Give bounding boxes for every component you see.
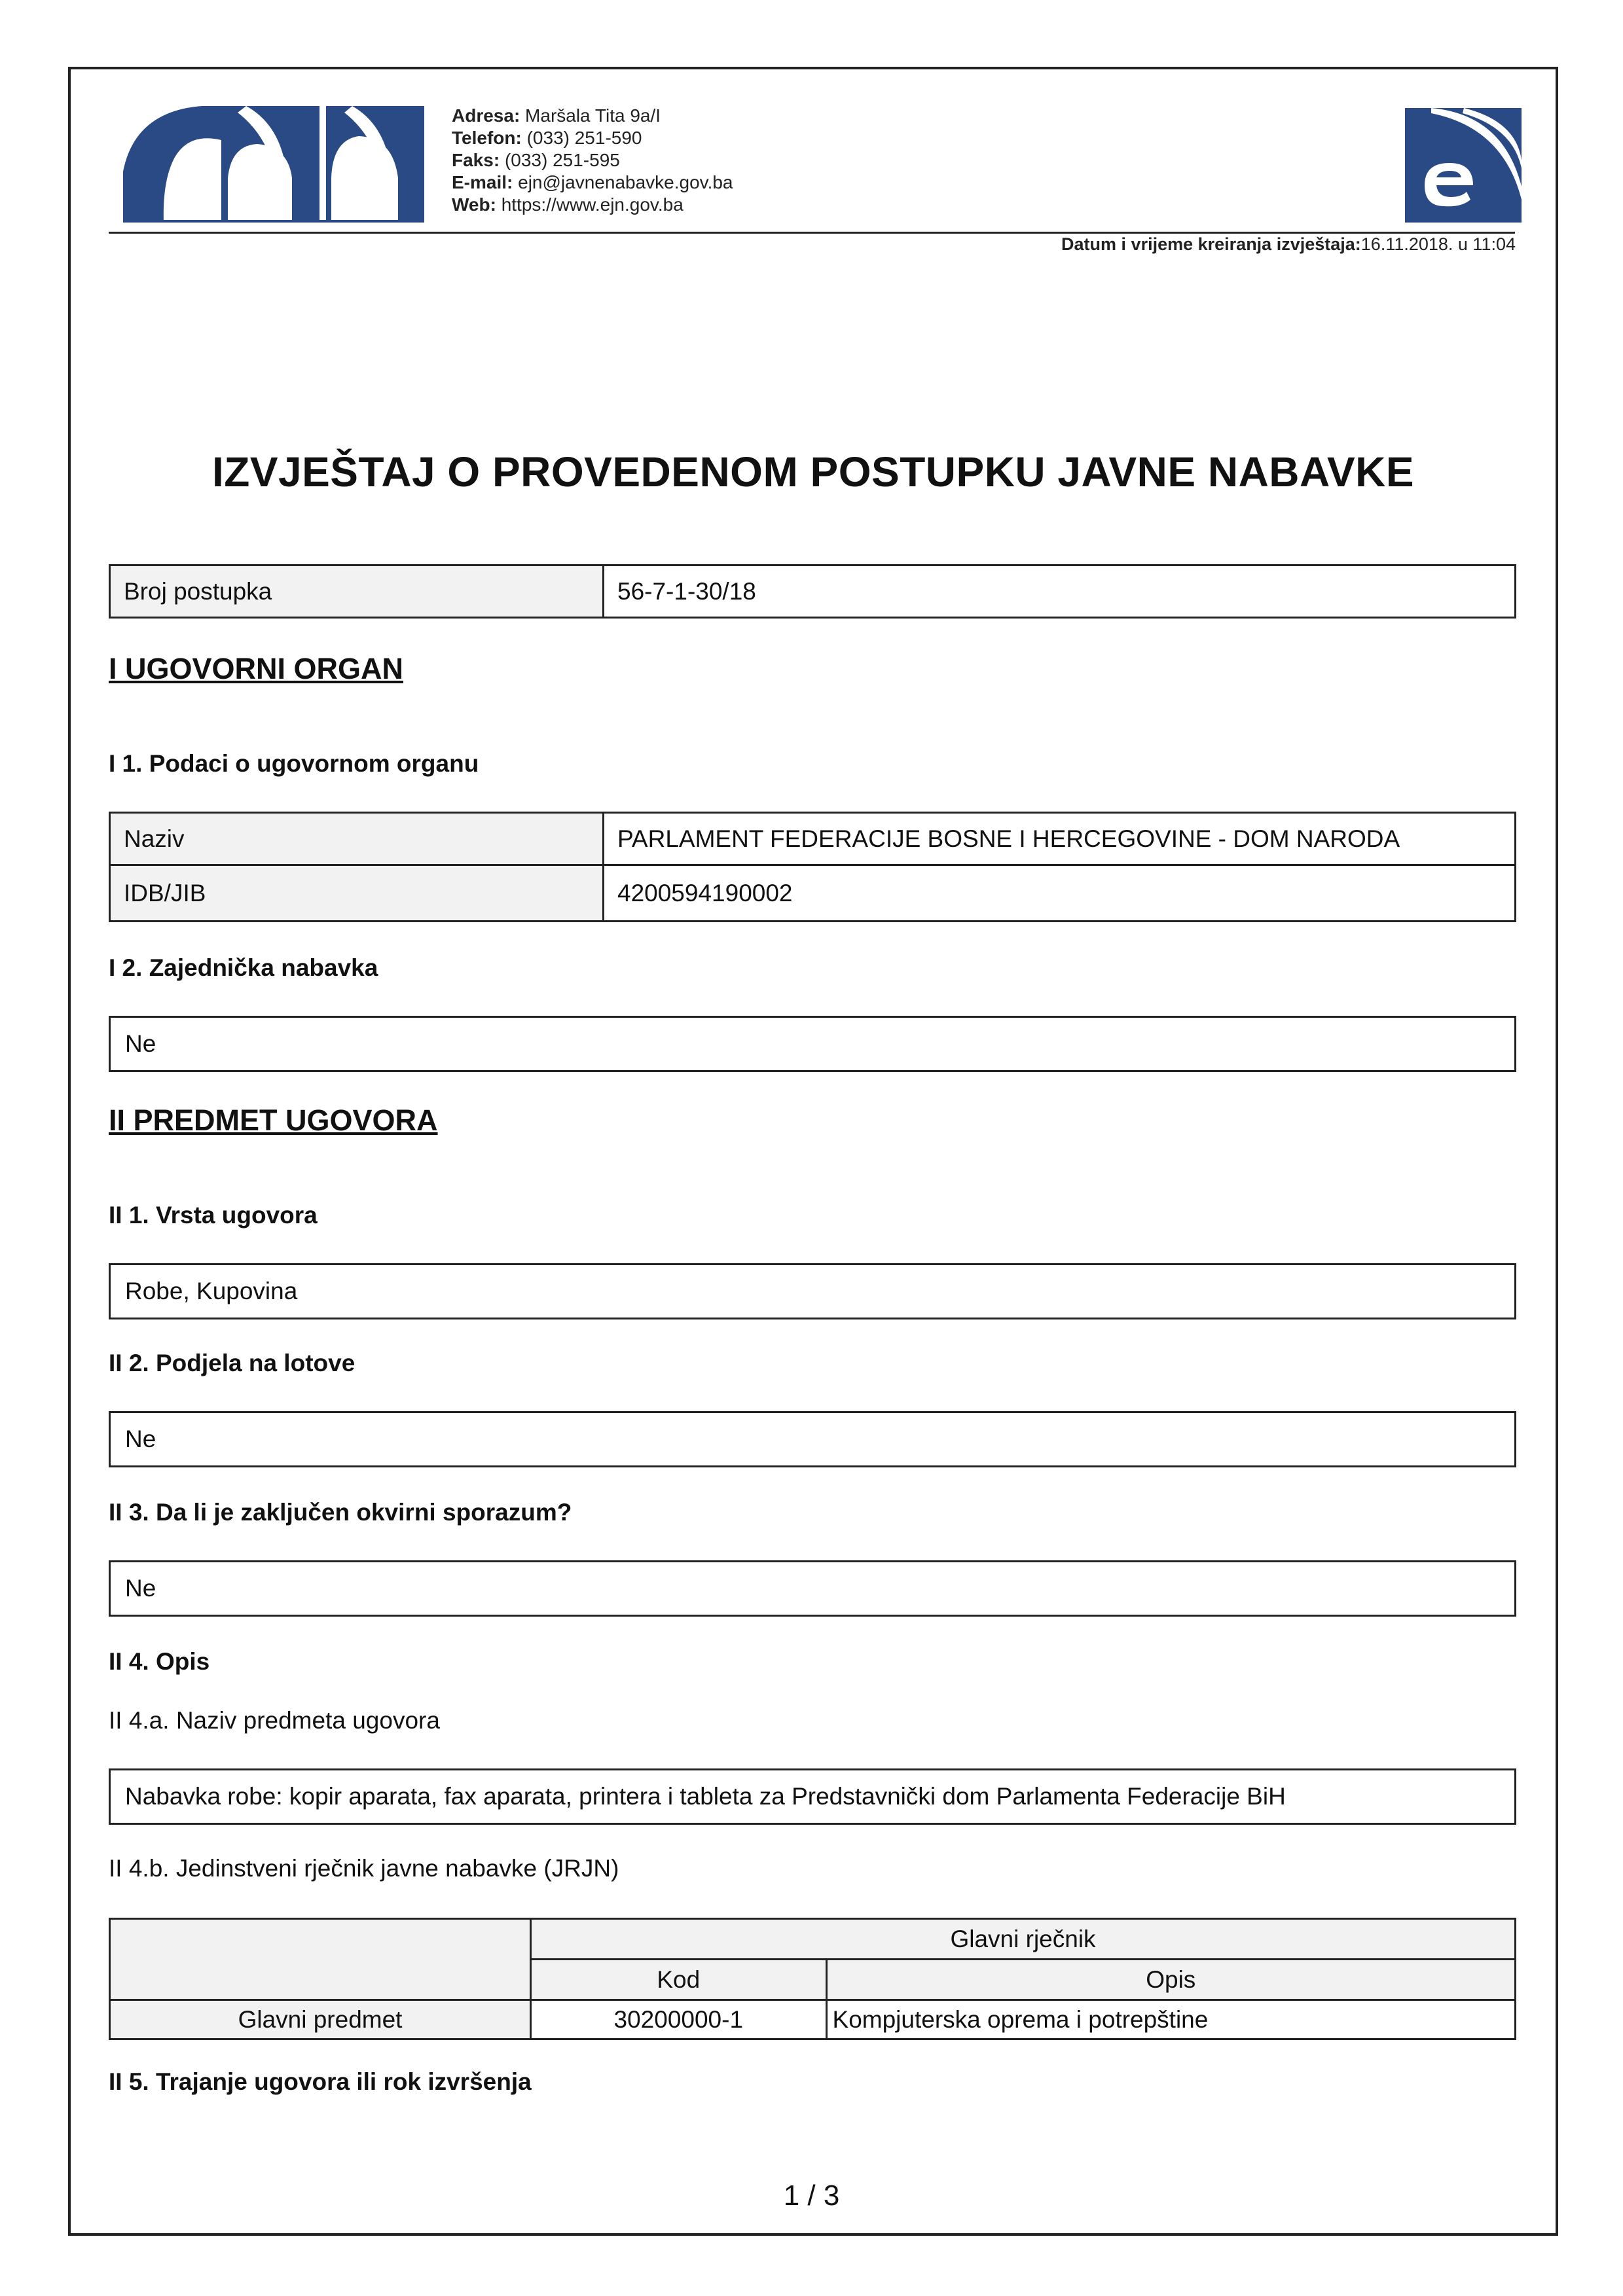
jrjn-row-kod: 30200000-1 — [531, 2000, 826, 2039]
fax-label: Faks: — [452, 150, 500, 170]
contact-info — [452, 105, 733, 216]
email-label: E-mail: — [452, 172, 513, 192]
address-label: Adresa: — [452, 105, 520, 126]
table-row — [110, 565, 1516, 618]
web-line — [452, 194, 733, 216]
page-frame — [68, 67, 1558, 2236]
subsection-title: I 2. Zajednička nabavka — [109, 954, 378, 981]
naziv-label: Naziv — [110, 813, 604, 865]
ajn-logo-icon — [123, 106, 424, 223]
subsection-title: II 4.a. Naziv predmeta ugovora — [109, 1707, 440, 1734]
report-created — [1061, 234, 1516, 255]
procedure-value: 56-7-1-30/18 — [604, 565, 1516, 618]
contracting-authority-table — [109, 812, 1516, 922]
naziv-value: PARLAMENT FEDERACIJE BOSNE I HERCEGOVINE - DOM NARODA — [604, 813, 1516, 865]
web-value[interactable]: https://www.ejn.gov.ba — [501, 194, 684, 215]
contract-type-value: Robe, Kupovina — [109, 1263, 1516, 1319]
table-row — [110, 1919, 1516, 1960]
subsection-title: II 4. Opis — [109, 1648, 210, 1675]
created-value: 16.11.2018. u 11:04 — [1360, 234, 1516, 254]
subsection-title: II 5. Trajanje ugovora ili rok izvršenja — [109, 2068, 532, 2095]
page-title: IZVJEŠTAJ O PROVEDENOM POSTUPKU JAVNE NABAVKE — [211, 448, 1415, 495]
address-value: Maršala Tita 9a/I — [525, 105, 661, 126]
subsection-title: II 4.b. Jedinstveni rječnik javne nabavke (JRJN) — [109, 1855, 619, 1882]
web-label: Web: — [452, 194, 496, 215]
jrjn-row-opis: Kompjuterska oprema i potrepštine — [826, 2000, 1515, 2039]
procedure-label: Broj postupka — [110, 565, 604, 618]
page-number: 1 / 3 — [783, 2179, 840, 2212]
idb-label: IDB/JIB — [110, 865, 604, 922]
joint-procurement-value: Ne — [109, 1016, 1516, 1072]
subsection-title: II 1. Vrsta ugovora — [109, 1202, 318, 1229]
phone-line — [452, 127, 733, 149]
jrjn-col-opis: Opis — [826, 1960, 1515, 2000]
jrjn-table — [109, 1918, 1516, 2040]
empty-header-cell — [110, 1919, 531, 2000]
address-line — [452, 105, 733, 127]
subsection-title: II 3. Da li je zaključen okvirni sporazum? — [109, 1499, 572, 1526]
email-line — [452, 171, 733, 194]
header-rule — [109, 232, 1515, 234]
idb-value: 4200594190002 — [604, 865, 1516, 922]
procedure-table — [109, 564, 1516, 619]
created-label: Datum i vrijeme kreiranja izvještaja: — [1061, 234, 1361, 254]
contract-subject-value: Nabavka robe: kopir aparata, fax aparata, printera i tableta za Predstavnički dom Parlamenta Federacije BiH — [109, 1768, 1516, 1825]
jrjn-row-label: Glavni predmet — [110, 2000, 531, 2039]
lots-value: Ne — [109, 1411, 1516, 1467]
ejn-logo-icon — [1405, 108, 1522, 223]
section-heading-predmet-ugovora: II PREDMET UGOVORA — [109, 1103, 438, 1137]
phone-value: (033) 251-590 — [526, 128, 642, 148]
subsection-title: II 2. Podjela na lotove — [109, 1350, 356, 1376]
fax-value: (033) 251-595 — [504, 150, 620, 170]
phone-label: Telefon: — [452, 128, 522, 148]
jrjn-group-header: Glavni rječnik — [531, 1919, 1516, 1960]
framework-agreement-value: Ne — [109, 1560, 1516, 1617]
jrjn-col-kod: Kod — [531, 1960, 826, 2000]
email-value[interactable]: ejn@javnenabavke.gov.ba — [518, 172, 733, 192]
fax-line — [452, 149, 733, 171]
table-row — [110, 813, 1516, 865]
section-heading-ugovorni-organ: I UGOVORNI ORGAN — [109, 652, 404, 685]
subsection-title: I 1. Podaci o ugovornom organu — [109, 750, 479, 777]
table-row — [110, 865, 1516, 922]
table-row — [110, 2000, 1516, 2039]
